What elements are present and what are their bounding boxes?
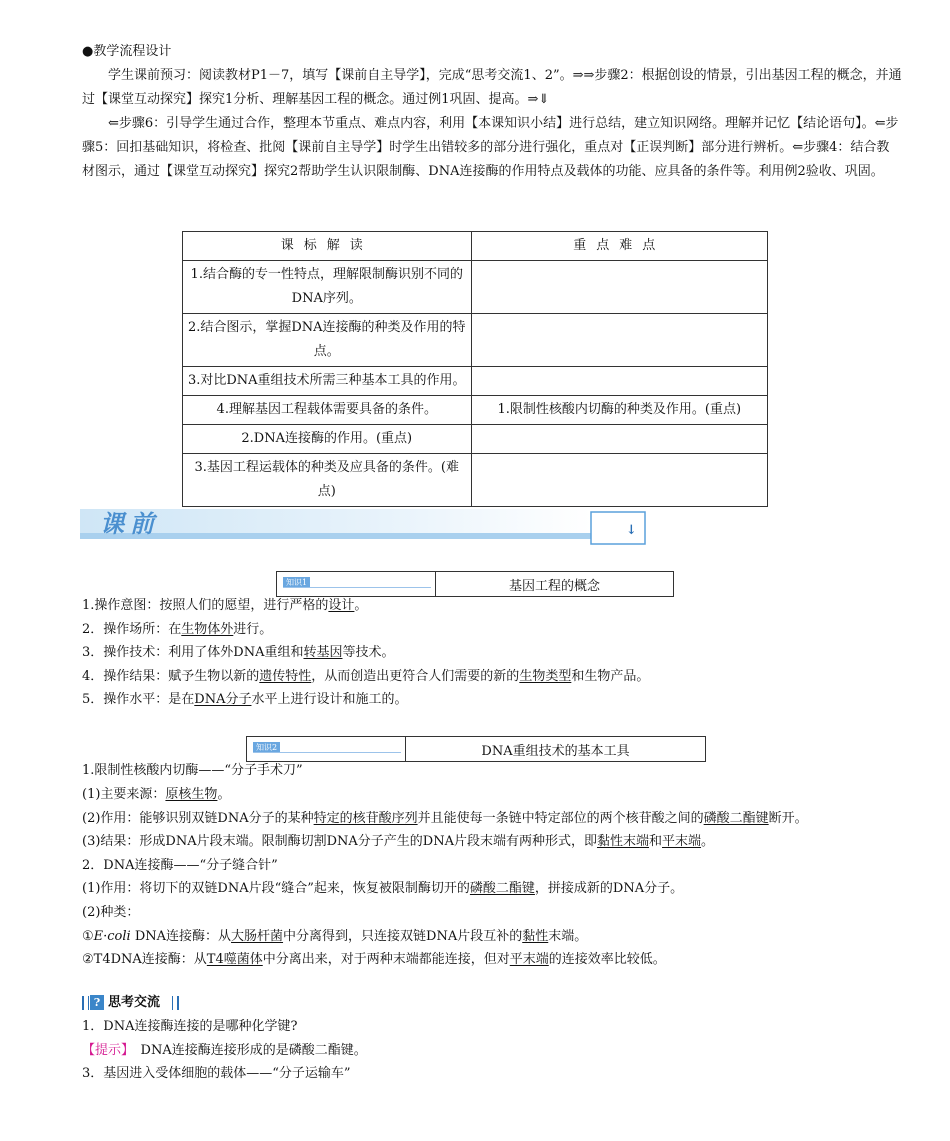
concept-item-1: 1.操作意图：按照人们的愿望，进行严格的设计。	[82, 598, 368, 613]
knowledge-1-title: 基因工程的概念	[508, 579, 600, 594]
think-question-3: 3．基因进入受体细胞的载体——“分子运输车”	[82, 1066, 351, 1081]
tool-line-4: (3)结果：形成DNA片段末端。限制酶切割DNA分子产生的DNA片段末端有两种形式，即黏性末端和平末端。	[82, 834, 715, 849]
concept-item-2: 2．操作场所：在生物体外进行。	[82, 622, 273, 637]
tool-line-3: (2)作用：能够识别双链DNA分子的某种特定的核苷酸序列并且能使每一条链中特定部位的两个核苷酸之间的磷酸二酯键断开。	[82, 811, 808, 826]
knowledge-2-title: DNA重组技术的基本工具	[481, 744, 630, 759]
table-cell: 4.理解基因工程载体需要具备的条件。	[183, 396, 472, 425]
think-answer-1: 【提示】 DNA连接酶连接形成的是磷酸二酯键。	[82, 1043, 367, 1058]
tool-line-7: (2)种类：	[82, 905, 140, 920]
table-row	[183, 314, 768, 367]
table-row	[183, 454, 768, 507]
knowledge-1-arrow	[283, 587, 431, 588]
table-cell	[471, 314, 767, 367]
table-cell: 1.限制性核酸内切酶的种类及作用。(重点)	[471, 396, 767, 425]
tool-line-5: 2．DNA连接酶——“分子缝合针”	[82, 858, 278, 873]
tool-line-2: (1)主要来源：原核生物。	[82, 787, 231, 802]
knowledge-2-arrow	[253, 752, 401, 753]
knowledge-1-tag: 知识1	[283, 577, 310, 588]
table-cell: 2.DNA连接酶的作用。(重点)	[183, 425, 472, 454]
concept-item-3: 3．操作技术：利用了体外DNA重组和转基因等技术。	[82, 645, 395, 660]
banner-graphic	[80, 503, 646, 545]
pre-class-banner	[80, 503, 646, 545]
table-cell: 3.对比DNA重组技术所需三种基本工具的作用。	[183, 367, 472, 396]
table-cell	[471, 454, 767, 507]
header-standards: 课标解读	[183, 232, 472, 261]
table-header-row	[183, 232, 768, 261]
think-title: 思考交流	[108, 995, 161, 1010]
think-left-bars	[82, 996, 89, 1010]
tool-line-9: ②T4DNA连接酶：从T4噬菌体中分离出来，对于两种末端都能连接，但对平末端的连接效率比较低。	[82, 952, 666, 967]
table-row	[183, 261, 768, 314]
down-arrow-icon: ↓	[626, 523, 637, 538]
concept-item-4: 4．操作结果：赋予生物以新的遗传特性，从而创造出更符合人们需要的新的生物类型和生物产品。	[82, 669, 650, 684]
flow-paragraph-2: ⇐步骤6：引导学生通过合作，整理本节重点、难点内容，利用【本课知识小结】进行总结，建立知识网络。理解并记忆【结论语句】。⇐步骤5：回扣基础知识，将检查、批阅【课前自主导学】时学生出错较多的部分进行强化，重点对【正误判断】部分进行辨析。⇐步骤4：结合教材图示，通过【课堂互动探究】探究2帮助学生认识限制酶、DNA连接酶的作用特点及载体的功能、应具备的条件等。利用例2验收、巩固。	[82, 116, 899, 179]
knowledge-2-header	[246, 736, 706, 762]
header-key-points: 重点难点	[471, 232, 767, 261]
concept-item-5: 5．操作水平：是在DNA分子水平上进行设计和施工的。	[82, 692, 408, 707]
knowledge-1-header	[276, 571, 674, 597]
table-row	[183, 367, 768, 396]
table-row	[183, 396, 768, 425]
objectives-table	[182, 231, 768, 507]
tool-line-8: ①E·coli DNA连接酶：从大肠杆菌中分离得到，只连接双链DNA片段互补的黏性末端。	[82, 929, 588, 944]
table-cell	[471, 367, 767, 396]
think-question-1: 1．DNA连接酶连接的是哪种化学键?	[82, 1019, 298, 1034]
table-cell: 3.基因工程运载体的种类及应具备的条件。(难点)	[183, 454, 472, 507]
flow-paragraph-1: 学生课前预习：阅读教材P1－7，填写【课前自主导学】，完成“思考交流1、2”。⇒⇒步骤2：根据创设的情景，引出基因工程的概念，并通过【课堂互动探究】探究1分析、理解基因工程的概念。通过例1巩固、提高。⇒⇓	[82, 68, 902, 107]
table-row	[183, 425, 768, 454]
tool-line-1: 1.限制性核酸内切酶——“分子手术刀”	[82, 763, 303, 778]
flow-heading: ●教学流程设计	[82, 44, 172, 59]
question-icon: ?	[90, 995, 104, 1010]
think-right-bars	[172, 996, 179, 1010]
teaching-flow	[82, 40, 902, 184]
banner-title: 课前	[100, 509, 160, 538]
table-cell: 1.结合酶的专一性特点，理解限制酶识别不同的DNA序列。	[183, 261, 472, 314]
table-cell	[471, 425, 767, 454]
knowledge-2-tag: 知识2	[253, 742, 280, 753]
table-cell: 2.结合图示，掌握DNA连接酶的种类及作用的特点。	[183, 314, 472, 367]
hint-label: 【提示】	[82, 1043, 128, 1058]
tool-line-6: (1)作用：将切下的双链DNA片段“缝合”起来，恢复被限制酶切开的磷酸二酯键，拼接成新的DNA分子。	[82, 881, 684, 896]
table-cell	[471, 261, 767, 314]
